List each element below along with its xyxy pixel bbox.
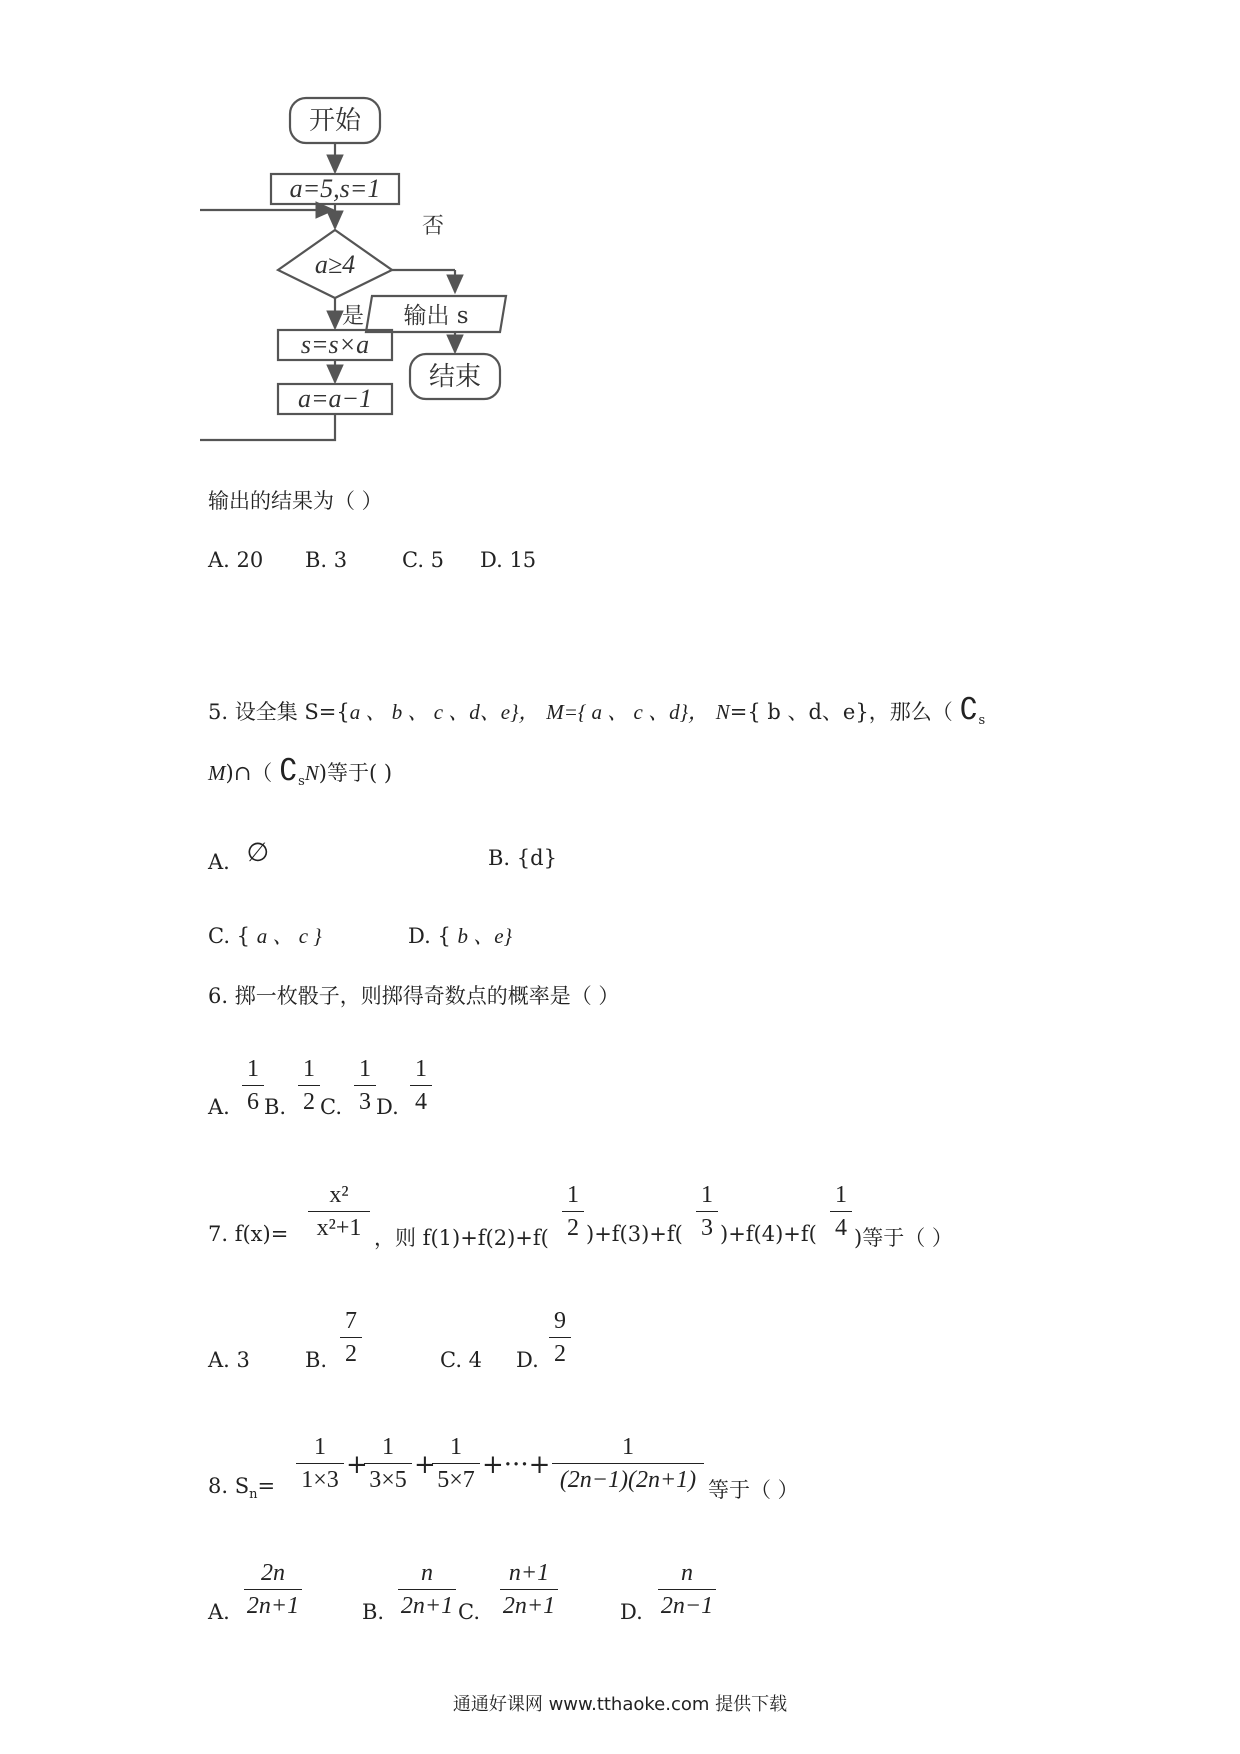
q8-option-b-fraction xyxy=(398,1558,456,1621)
q5-option-a-label: A. xyxy=(208,850,230,874)
q6-fraction-d xyxy=(410,1054,432,1117)
q6-label-b: B. xyxy=(264,1095,287,1119)
q8-option-b-label: B. xyxy=(362,1600,385,1624)
complement-sub: s xyxy=(978,713,986,729)
q5-set-n-name: N xyxy=(715,700,730,724)
q8-s: 8. S xyxy=(208,1474,250,1498)
q8-dots: +···+ xyxy=(482,1450,551,1480)
q5-option-d xyxy=(408,920,512,950)
q8-term-1-den: 1×3 xyxy=(301,1467,339,1493)
q5-option-b: B. {d} xyxy=(488,846,557,870)
q5-line2 xyxy=(208,753,392,789)
q8-prefix xyxy=(208,1474,275,1502)
q5-option-c xyxy=(208,920,322,950)
condition-label: a≥4 xyxy=(314,250,356,279)
page-footer: 通通好课网 www.tthaoke.com 提供下载 xyxy=(452,1694,788,1715)
q5-option-c-value: a 、 c } xyxy=(256,924,322,948)
q8-term-n-num: 1 xyxy=(622,1434,634,1460)
q6-label-a: A. xyxy=(208,1095,230,1119)
q6-den-d: 4 xyxy=(415,1089,427,1115)
q7-fx-num: x² xyxy=(329,1182,349,1208)
assign-s-label: s=s×a xyxy=(300,330,370,359)
q5-line2-end: )等于( ) xyxy=(318,761,393,785)
q6-fraction-b xyxy=(298,1054,320,1117)
q5-stem: 5. 设全集 S={ xyxy=(208,700,350,724)
q7-fx-fraction xyxy=(308,1180,370,1243)
q8-option-c-fraction xyxy=(500,1558,558,1621)
q8-option-c-num: n+1 xyxy=(508,1560,550,1586)
start-label: 开始 xyxy=(308,106,362,136)
q6-fraction-a xyxy=(242,1054,264,1117)
output-label: 输出 s xyxy=(403,303,469,329)
q7-half xyxy=(562,1180,584,1243)
q6-label-c: C. xyxy=(320,1095,342,1119)
q8-suffix: 等于（ ） xyxy=(708,1478,799,1502)
q5-set-m-name: M xyxy=(546,700,564,724)
q5-option-c-label: C. { xyxy=(208,924,251,948)
q7-option-c: C. 4 xyxy=(440,1348,483,1372)
q6-den-b: 2 xyxy=(303,1089,315,1115)
complement-symbol-2: ∁ xyxy=(278,753,299,788)
complement-symbol: ∁ xyxy=(959,692,979,727)
assign-a-label: a=a−1 xyxy=(297,384,373,413)
q5-line2-n: N xyxy=(304,761,319,785)
q7-quarter xyxy=(830,1180,852,1243)
q8-term-3-num: 1 xyxy=(450,1434,462,1460)
q8-term-n-den: (2n−1)(2n+1) xyxy=(559,1467,697,1493)
q8-sub-n: n xyxy=(249,1487,258,1503)
q8-term-3 xyxy=(432,1432,480,1495)
flowchart xyxy=(200,90,530,450)
q7-half-den: 2 xyxy=(567,1215,579,1241)
q7-quarter-num: 1 xyxy=(835,1182,847,1208)
q6-den-c: 3 xyxy=(359,1089,371,1115)
q8-option-d-fraction xyxy=(658,1558,716,1621)
q8-term-n xyxy=(552,1432,704,1495)
no-label: 否 xyxy=(422,214,445,239)
end-label: 结束 xyxy=(428,362,482,392)
q5-set-m: ={ a 、 c 、d}， xyxy=(563,700,710,724)
q8-option-b-num: n xyxy=(421,1560,433,1586)
q5-line2-cap: )∩（ xyxy=(225,761,273,785)
q8-option-a-num: 2n xyxy=(261,1560,285,1586)
q6-den-a: 6 xyxy=(247,1089,259,1115)
q4-option-a: A. 20 xyxy=(208,548,264,572)
q7-option-d-den: 2 xyxy=(554,1341,566,1367)
q5-option-d-value: b 、e} xyxy=(457,924,512,948)
q7-option-a: A. 3 xyxy=(208,1348,250,1372)
q7-mid2: )+f(3)+f( xyxy=(586,1222,683,1246)
q5-option-a xyxy=(208,838,270,876)
q6-num-d: 1 xyxy=(415,1056,427,1082)
q6-question: 6. 掷一枚骰子，则掷得奇数点的概率是（ ） xyxy=(208,984,620,1008)
q8-plus-1: + xyxy=(346,1450,368,1480)
q8-option-d-num: n xyxy=(681,1560,693,1586)
q8-eq: = xyxy=(257,1474,276,1498)
q8-term-2-num: 1 xyxy=(382,1434,394,1460)
q7-third xyxy=(696,1180,718,1243)
init-label: a=5,s=1 xyxy=(289,174,381,203)
q5-line2-m: M xyxy=(208,761,226,785)
q7-option-b-num: 7 xyxy=(345,1308,357,1334)
q7-third-den: 3 xyxy=(701,1215,713,1241)
q8-option-b-den: 2n+1 xyxy=(400,1593,454,1619)
q6-num-b: 1 xyxy=(303,1056,315,1082)
q8-term-1 xyxy=(296,1432,344,1495)
q8-term-2-den: 3×5 xyxy=(369,1467,407,1493)
q4-option-b: B. 3 xyxy=(305,548,348,572)
q8-option-c-den: 2n+1 xyxy=(502,1593,556,1619)
complement-sub-2: s xyxy=(298,774,305,790)
empty-set-symbol: ∅ xyxy=(246,838,270,868)
q8-option-a-den: 2n+1 xyxy=(246,1593,300,1619)
q8-term-1-num: 1 xyxy=(314,1434,326,1460)
q7-fx-den: x²+1 xyxy=(316,1215,362,1241)
q8-option-c-label: C. xyxy=(458,1600,480,1624)
q8-option-d-label: D. xyxy=(620,1600,643,1624)
q4-option-d: D. 15 xyxy=(480,548,537,572)
q7-option-b-label: B. xyxy=(305,1348,328,1372)
q7-mid1: ，则 f(1)+f(2)+f( xyxy=(374,1226,549,1250)
q8-option-a-fraction xyxy=(244,1558,302,1621)
q7-option-b-fraction xyxy=(340,1306,362,1369)
q8-plus-2: + xyxy=(414,1450,436,1480)
q8-term-2 xyxy=(364,1432,412,1495)
q6-fraction-c xyxy=(354,1054,376,1117)
q7-option-d-label: D. xyxy=(516,1348,539,1372)
q8-term-3-den: 5×7 xyxy=(437,1467,475,1493)
q6-num-a: 1 xyxy=(247,1056,259,1082)
q7-suffix: )等于（ ） xyxy=(854,1226,953,1250)
q4-option-c: C. 5 xyxy=(402,548,445,572)
q7-option-d-fraction xyxy=(549,1306,571,1369)
q8-option-a-label: A. xyxy=(208,1600,230,1624)
q5-set-n: ={ b 、d、e}，那么（ xyxy=(729,700,953,724)
q7-quarter-den: 4 xyxy=(835,1215,847,1241)
q7-prefix: 7. f(x)= xyxy=(208,1222,289,1246)
q7-half-num: 1 xyxy=(567,1182,579,1208)
q5-set-s: a 、 b 、 c 、d、e}， xyxy=(349,700,540,724)
q6-label-d: D. xyxy=(376,1095,399,1119)
q5-option-d-label: D. { xyxy=(408,924,451,948)
q7-mid3: )+f(4)+f( xyxy=(720,1222,817,1246)
q7-option-d-num: 9 xyxy=(554,1308,566,1334)
q6-num-c: 1 xyxy=(359,1056,371,1082)
q5-line1 xyxy=(208,692,985,728)
q8-option-d-den: 2n−1 xyxy=(660,1593,714,1619)
q4-question: 输出的结果为（ ） xyxy=(208,489,383,513)
q7-option-b-den: 2 xyxy=(345,1341,357,1367)
q7-third-num: 1 xyxy=(701,1182,713,1208)
yes-label: 是 xyxy=(342,304,365,329)
